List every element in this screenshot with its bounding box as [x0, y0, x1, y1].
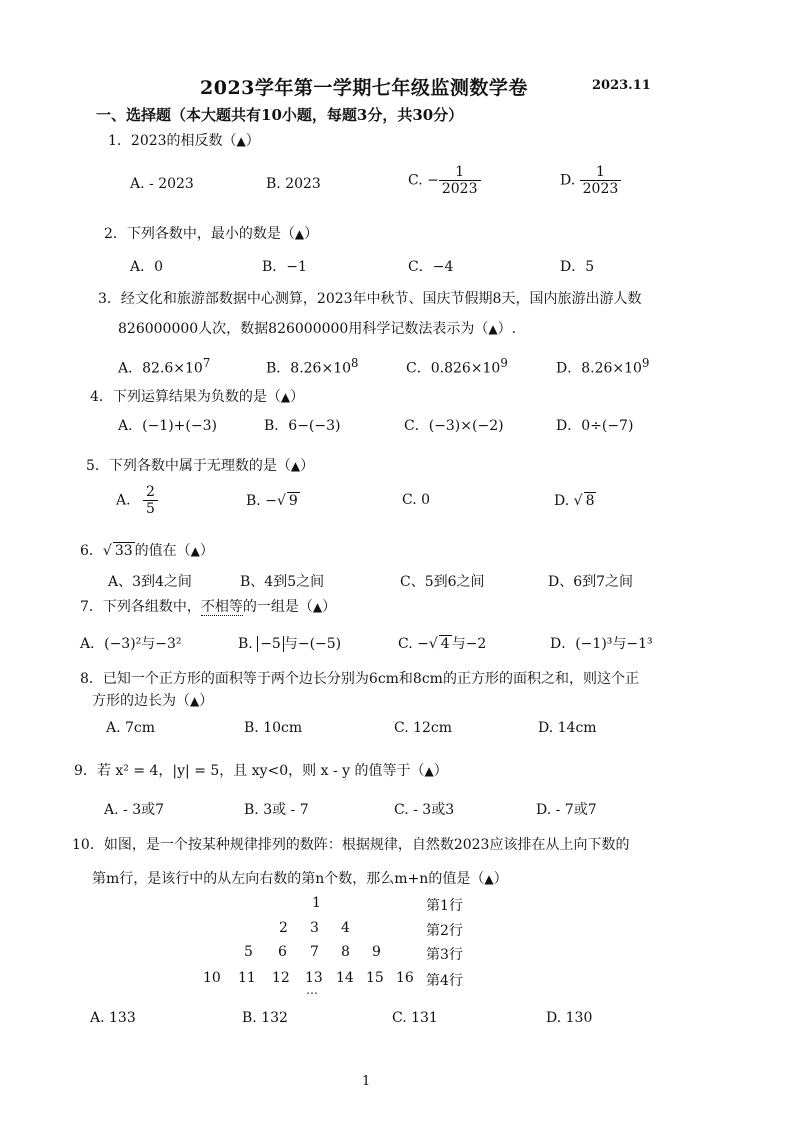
question-6-stem: 6．√ 33 的值在（▲） — [80, 543, 214, 559]
array-cell: 5 — [244, 944, 253, 960]
q1-option-c: C. − $\frac{1}{2023}$ — [408, 164, 481, 197]
q6-option-a: A、3到4之间 — [108, 574, 192, 590]
q2-option-a: A．0 — [130, 259, 164, 275]
answer-mark: ▲ — [290, 459, 301, 473]
row-label: 第2行 — [426, 923, 463, 939]
q3-option-b: B．$8.26\times 10^8$ — [266, 356, 359, 377]
row-label: 第3行 — [426, 947, 463, 963]
question-3-line2: 826000000人次，数据826000000用科学记数法表示为（▲）. — [118, 321, 517, 337]
array-cell: 12 — [272, 970, 290, 986]
array-cell: 7 — [310, 944, 319, 960]
answer-mark: ▲ — [280, 390, 291, 404]
q8-option-c: C. 12cm — [394, 720, 453, 736]
array-cell: 16 — [396, 970, 414, 986]
q2-option-b: B．−1 — [262, 259, 307, 275]
q3-option-c: C．$0.826\times 10^9$ — [406, 356, 508, 377]
q9-option-d: D. - 7或7 — [536, 802, 597, 818]
q2-option-c: C．−4 — [408, 259, 454, 275]
q5-option-c: C. 0 — [402, 492, 431, 508]
array-cell: 10 — [203, 970, 221, 986]
answer-mark: ▲ — [190, 544, 200, 558]
q10-option-d: D. 130 — [546, 1010, 593, 1026]
q4-option-a: A．(−1)+(−3) — [118, 418, 217, 434]
array-cell: 1 — [312, 895, 321, 911]
q4-option-d: D．0÷(−7) — [556, 418, 634, 434]
array-cell: 14 — [336, 970, 354, 986]
q9-option-a: A. - 3或7 — [104, 802, 165, 818]
q7-option-a: A．(−3)²与−3² — [80, 636, 182, 652]
answer-mark: ▲ — [294, 227, 305, 241]
question-5-stem: 5．下列各数中属于无理数的是（▲） — [86, 458, 315, 474]
question-8-line2: 方形的边长为（▲） — [92, 693, 214, 709]
question-4-stem: 4．下列运算结果为负数的是（▲） — [90, 389, 305, 405]
question-2-stem: 2．下列各数中，最小的数是（▲） — [104, 226, 319, 242]
fraction: $\frac{2}{5}$ — [143, 484, 158, 517]
answer-mark: ▲ — [236, 134, 246, 148]
array-cell: 9 — [372, 944, 381, 960]
question-9-stem: 9．若 x² = 4，|y| = 5，且 xy<0，则 x - y 的值等于（▲） — [74, 763, 448, 779]
q1-option-b: B. 2023 — [266, 176, 321, 192]
answer-mark: ▲ — [488, 322, 498, 336]
question-3-line1: 3．经文化和旅游部数据中心测算，2023年中秋节、国庆节假期8天，国内旅游出游人数 — [98, 291, 642, 307]
section-title: 一、选择题（本大题共有10小题，每题3分，共30分） — [96, 106, 464, 124]
q6-option-c: C、5到6之间 — [400, 574, 485, 590]
answer-mark: ▲ — [312, 600, 323, 614]
array-cell: 3 — [310, 920, 319, 936]
q1-option-a: A. - 2023 — [130, 176, 194, 192]
q3-option-d: D．$8.26\times 10^9$ — [556, 356, 650, 377]
fraction: $\frac{1}{2023}$ — [580, 164, 622, 197]
sqrt-icon: √ — [102, 543, 112, 559]
array-cell: 2 — [279, 920, 288, 936]
q3-option-a: A．$82.6\times 10^7$ — [118, 356, 211, 377]
answer-mark: ▲ — [424, 764, 434, 778]
q10-option-a: A. 133 — [90, 1010, 136, 1026]
row-label: 第1行 — [426, 898, 463, 914]
array-cell: 8 — [341, 944, 350, 960]
q2-option-d: D．5 — [560, 259, 595, 275]
q5-option-a: A. $\frac{2}{5}$ — [116, 484, 158, 517]
page-number: 1 — [362, 1074, 371, 1089]
answer-mark: ▲ — [190, 694, 200, 708]
q10-option-b: B. 132 — [242, 1010, 288, 1026]
q6-option-b: B、4到5之间 — [240, 574, 325, 590]
array-cell: 13 — [305, 970, 323, 986]
q4-option-c: C．(−3)×(−2) — [404, 418, 504, 434]
array-cell: 11 — [238, 970, 256, 986]
sqrt-icon: √ — [428, 636, 438, 652]
exam-date: 2023.11 — [592, 78, 651, 93]
q10-option-c: C. 131 — [392, 1010, 438, 1026]
question-10-line2: 第m行，是该行中的从左向右数的第n个数，那么m+n的值是（▲） — [92, 871, 508, 887]
q5-option-d: D. √ 8 — [554, 493, 595, 509]
fraction: $\frac{1}{2023}$ — [439, 164, 481, 197]
array-cell: 15 — [366, 970, 384, 986]
question-7-stem: 7．下列各组数中，不相等的一组是（▲） — [80, 599, 337, 615]
sqrt-icon: √ — [276, 493, 286, 509]
q7-option-d: D．(−1)³与−1³ — [550, 636, 653, 652]
question-8-line1: 8．已知一个正方形的面积等于两个边长分别为6cm和8cm的正方形的面积之和，则这个正 — [80, 671, 639, 687]
question-10-line1: 10．如图，是一个按某种规律排列的数阵：根据规律，自然数2023应该排在从上向下数的 — [72, 837, 630, 853]
row-label: 第4行 — [426, 973, 463, 989]
q9-option-b: B. 3或 - 7 — [244, 802, 309, 818]
answer-mark: ▲ — [484, 872, 494, 886]
q9-option-c: C. - 3或3 — [394, 802, 455, 818]
q7-option-c: C. −√ 4 与−2 — [398, 636, 487, 652]
array-ellipsis: … — [306, 983, 318, 997]
array-cell: 4 — [341, 920, 350, 936]
q8-option-a: A. 7cm — [106, 720, 156, 736]
array-cell: 6 — [278, 944, 287, 960]
q1-option-d: D. $\frac{1}{2023}$ — [560, 164, 621, 197]
sqrt-icon: √ — [573, 493, 583, 509]
page-title: 2023学年第一学期七年级监测数学卷 — [200, 77, 528, 99]
q4-option-b: B．6−(−3) — [264, 418, 341, 434]
q8-option-d: D. 14cm — [538, 720, 597, 736]
q8-option-b: B. 10cm — [244, 720, 303, 736]
q5-option-b: B. −√ 9 — [246, 493, 298, 509]
q6-option-d: D、6到7之间 — [548, 574, 634, 590]
q7-option-b: B. −5 与−(−5) — [238, 636, 342, 652]
question-1-stem: 1．2023的相反数（▲） — [108, 133, 260, 149]
